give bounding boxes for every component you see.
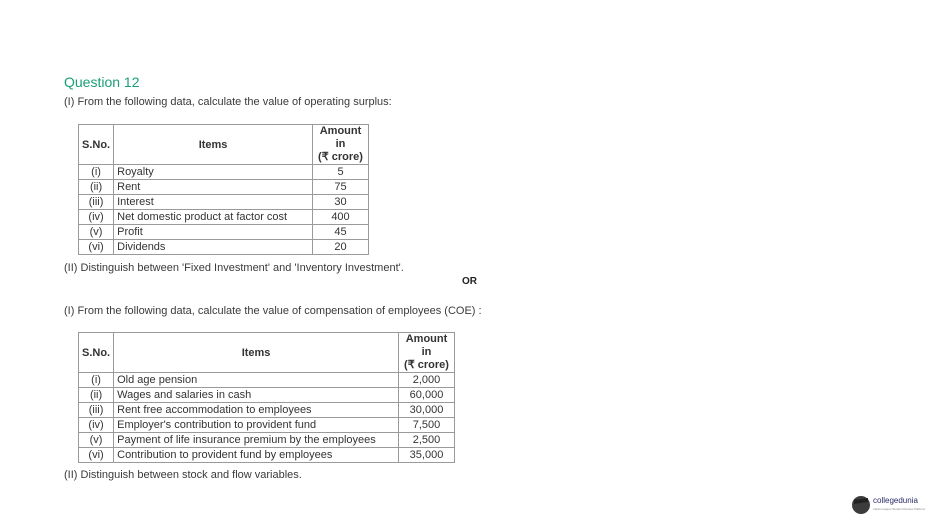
row-item: Dividends [114, 240, 313, 255]
row-sno: (vi) [79, 448, 114, 463]
header-amount-line2: (₹ crore) [404, 359, 449, 371]
graduation-cap-icon [852, 496, 870, 514]
table-row [79, 225, 369, 240]
collegedunia-logo[interactable] [852, 496, 925, 514]
row-amount: 30,000 [399, 403, 455, 418]
header-amount-line2: (₹ crore) [318, 151, 363, 163]
coe-table [78, 332, 455, 463]
table-row [79, 195, 369, 210]
row-item: Contribution to provident fund by employees [114, 448, 399, 463]
row-sno: (iv) [79, 418, 114, 433]
row-item: Wages and salaries in cash [114, 388, 399, 403]
row-sno: (ii) [79, 180, 114, 195]
row-sno: (i) [79, 165, 114, 180]
row-amount: 2,000 [399, 373, 455, 388]
part2-text: (II) Distinguish between 'Fixed Investment' and 'Inventory Investment'. [64, 262, 404, 274]
row-item: Profit [114, 225, 313, 240]
table-row [79, 433, 455, 448]
header-sno: S.No. [79, 125, 114, 165]
alt1-text: (I) From the following data, calculate the value of compensation of employees (COE) : [64, 305, 482, 317]
row-sno: (v) [79, 225, 114, 240]
row-item: Royalty [114, 165, 313, 180]
row-amount: 400 [313, 210, 369, 225]
row-amount: 20 [313, 240, 369, 255]
row-amount: 75 [313, 180, 369, 195]
table-row [79, 165, 369, 180]
header-sno: S.No. [79, 333, 114, 373]
header-amount-line1: Amount in [405, 333, 448, 358]
row-item: Rent [114, 180, 313, 195]
part1-text: (I) From the following data, calculate the value of operating surplus: [64, 96, 392, 108]
row-item: Interest [114, 195, 313, 210]
row-sno: (v) [79, 433, 114, 448]
table-row [79, 373, 455, 388]
row-amount: 35,000 [399, 448, 455, 463]
table-row [79, 448, 455, 463]
row-item: Old age pension [114, 373, 399, 388]
table-row [79, 240, 369, 255]
row-item: Rent free accommodation to employees [114, 403, 399, 418]
operating-surplus-table [78, 124, 369, 255]
table-row [79, 210, 369, 225]
row-sno: (vi) [79, 240, 114, 255]
row-item: Net domestic product at factor cost [114, 210, 313, 225]
or-label: OR [462, 276, 477, 287]
row-sno: (iii) [79, 403, 114, 418]
table-row [79, 418, 455, 433]
row-amount: 7,500 [399, 418, 455, 433]
row-amount: 60,000 [399, 388, 455, 403]
row-sno: (iii) [79, 195, 114, 210]
logo-name: collegedunia [873, 496, 918, 505]
header-amount-line1: Amount in [319, 125, 362, 150]
table-row [79, 388, 455, 403]
row-sno: (iv) [79, 210, 114, 225]
header-amount [399, 333, 455, 373]
table-row [79, 180, 369, 195]
row-sno: (ii) [79, 388, 114, 403]
row-item: Employer's contribution to provident fund [114, 418, 399, 433]
row-item: Payment of life insurance premium by the employees [114, 433, 399, 448]
row-amount: 45 [313, 225, 369, 240]
header-items: Items [114, 333, 399, 373]
row-amount: 5 [313, 165, 369, 180]
question-title: Question 12 [64, 74, 140, 90]
header-items: Items [114, 125, 313, 165]
row-amount: 2,500 [399, 433, 455, 448]
header-amount [313, 125, 369, 165]
table-row [79, 403, 455, 418]
logo-tagline: India's largest Student Review Platform [873, 507, 926, 511]
alt2-text: (II) Distinguish between stock and flow variables. [64, 469, 302, 481]
row-sno: (i) [79, 373, 114, 388]
row-amount: 30 [313, 195, 369, 210]
